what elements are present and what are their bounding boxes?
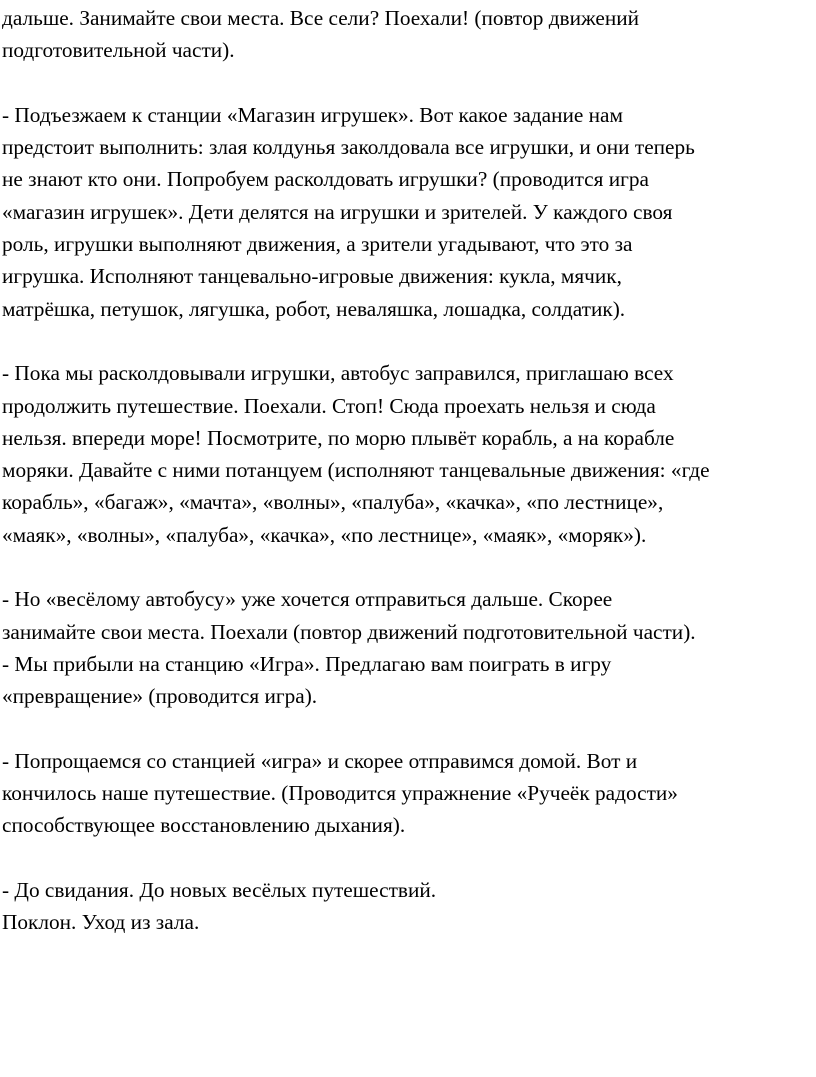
document-body	[2, 2, 814, 939]
text-line: корабль», «багаж», «мачта», «волны», «палуба», «качка», «по лестнице»,	[2, 490, 664, 515]
paragraph	[2, 2, 814, 67]
text-line: роль, игрушки выполняют движения, а зрители угадывают, что это за	[2, 232, 633, 257]
paragraph	[2, 583, 814, 712]
text-line: - Пока мы расколдовывали игрушки, автобус заправился, приглашаю всех	[2, 361, 674, 386]
text-line: - Но «весёлому автобусу» уже хочется отправиться дальше. Скорее	[2, 587, 613, 612]
text-line: не знают кто они. Попробуем расколдовать игрушки? (проводится игра	[2, 167, 649, 192]
text-line: подготовительной части).	[2, 38, 235, 63]
text-line: «магазин игрушек». Дети делятся на игрушки и зрителей. У каждого своя	[2, 199, 673, 224]
text-line: - До свидания. До новых весёлых путешествий.	[2, 878, 437, 903]
text-line: моряки. Давайте с ними потанцуем (исполняют танцевальные движения: «где	[2, 458, 710, 483]
text-line: кончилось наше путешествие. (Проводится упражнение «Ручеёк радости»	[2, 781, 678, 806]
text-line: - Попрощаемся со станцией «игра» и скорее отправимся домой. Вот и	[2, 748, 638, 773]
text-line: нельзя. впереди море! Посмотрите, по морю плывёт корабль, а на корабле	[2, 425, 675, 450]
text-line: Поклон. Уход из зала.	[2, 910, 200, 935]
text-line: предстоит выполнить: злая колдунья заколдовала все игрушки, и они теперь	[2, 135, 695, 160]
paragraph	[2, 745, 814, 842]
paragraph-spacer	[2, 67, 814, 99]
text-line: матрёшка, петушок, лягушка, робот, неваляшка, лошадка, солдатик).	[2, 296, 626, 321]
paragraph-spacer	[2, 842, 814, 874]
text-line: - Мы прибыли на станцию «Игра». Предлагаю вам поиграть в игру	[2, 651, 612, 676]
text-line: «превращение» (проводится игра).	[2, 684, 318, 709]
paragraph	[2, 357, 814, 551]
paragraph	[2, 874, 814, 939]
paragraph-spacer	[2, 551, 814, 583]
text-line: игрушка. Исполняют танцевально-игровые движения: кукла, мячик,	[2, 264, 622, 289]
text-line: занимайте свои места. Поехали (повтор движений подготовительной части).	[2, 619, 696, 644]
text-line: «маяк», «волны», «палуба», «качка», «по лестнице», «маяк», «моряк»).	[2, 522, 647, 547]
text-line: дальше. Занимайте свои места. Все сели? Поехали! (повтор движений	[2, 6, 640, 30]
paragraph-spacer	[2, 713, 814, 745]
paragraph	[2, 99, 814, 325]
text-line: способствующее восстановлению дыхания).	[2, 813, 406, 838]
text-line: - Подъезжаем к станции «Магазин игрушек». Вот какое задание нам	[2, 102, 623, 127]
text-line: продолжить путешествие. Поехали. Стоп! Сюда проехать нельзя и сюда	[2, 393, 656, 418]
paragraph-spacer	[2, 325, 814, 357]
